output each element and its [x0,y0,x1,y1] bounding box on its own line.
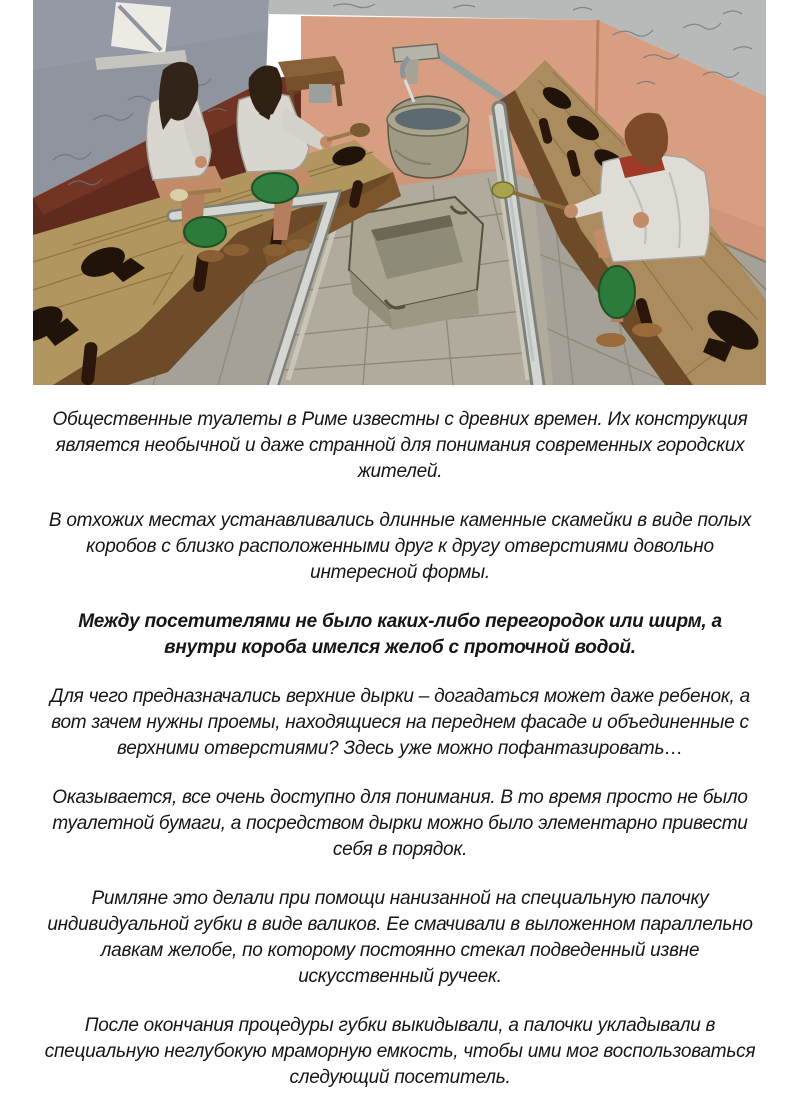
green-cloth [599,266,635,318]
paragraph-6: Римляне это делали при помощи нанизанной на специальную палочку индивидуальной губки в виде валиков. Ее смачивали в выложенном параллельно лавкам желобе, по которому постоянно стекал подведенный извне искусственный ручеек. [47,888,753,987]
sandal [632,323,662,337]
paragraph-5: Оказывается, все очень доступно для понимания. В то время просто не было туалетной бумаги, а посредством дырки можно было элементарно привести себя в порядок. [52,787,748,860]
sponge [492,182,514,198]
roman-latrine-illustration [33,0,766,385]
paragraph-4: Для чего предназначались верхние дырки – догадаться может даже ребенок, а вот зачем нужны проемы, находящиеся на переднем фасаде и объединенные с верхними отверстиями? Здесь уже можно пофантазировать… [50,686,750,759]
stone-block [309,84,332,103]
sandal [596,333,626,347]
paragraph-1: Общественные туалеты в Риме известны с древних времен. Их конструкция является необычной и даже странной для понимания современных городских жителей. [52,409,748,482]
water-basin [387,96,469,178]
sandal [223,244,249,256]
sandal [286,239,310,251]
green-cloth [184,217,226,247]
sponge [170,189,188,201]
article-hero-image [33,0,766,385]
paragraph-3-emphasized: Между посетителями не было каких-либо перегородок или ширм, а внутри короба имелся желоб с проточной водой. [78,611,722,658]
sandal [198,250,224,262]
paragraph-7: После окончания процедуры губки выкидывали, а палочки укладывали в специальную неглубокую мраморную емкость, чтобы ими мог воспользоваться следующий посетитель. [44,1015,756,1088]
green-cloth [252,173,298,203]
sandal [263,244,287,256]
sponge [350,123,370,137]
paragraph-2: В отхожих местах устанавливались длинные каменные скамейки в виде полых коробов с близко расположенными друг к другу отверстиями довольно интересной формы. [48,510,752,583]
article-body [0,385,800,1091]
